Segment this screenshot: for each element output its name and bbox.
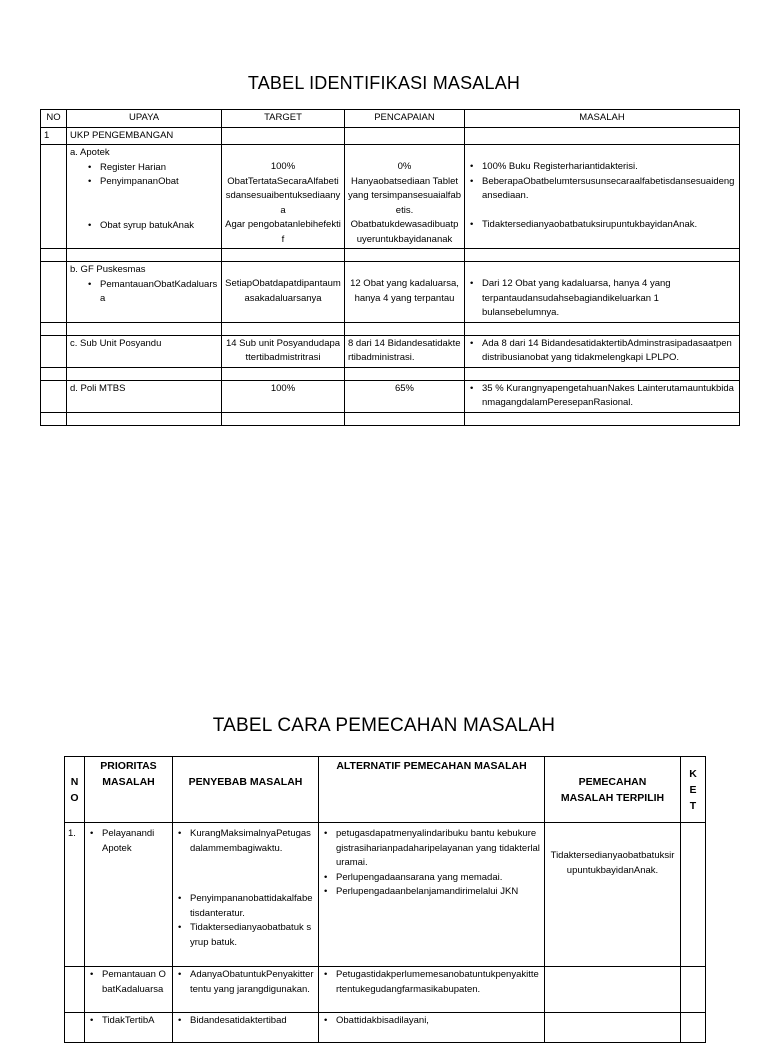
- masalah-item: • 100% Buku Registerhariantidakterisi.: [468, 160, 736, 175]
- header-prioritas: PRIORITAS MASALAH: [85, 757, 173, 823]
- table2-title: TABEL CARA PEMECAHAN MASALAH: [212, 715, 556, 736]
- list-item: • PenyimpananObat: [86, 175, 218, 190]
- list-item: • Obat syrup batukAnak: [86, 219, 218, 234]
- masalah-item: • BeberapaObatbelumtersusunsecaraalfabetisdansesuaidengansediaan.: [468, 175, 736, 204]
- header-upaya: UPAYA: [67, 110, 222, 128]
- list-item: • Register Harian: [86, 161, 218, 176]
- header-no: NO: [65, 757, 85, 823]
- apotek-target-pct: 100%: [270, 161, 296, 172]
- masalah-item: • Ada 8 dari 14 BidandesatidaktertibAdminstrasipadasaatpendistribusianobat yang tidakmelengkapi LPLPO.: [468, 337, 736, 366]
- header-pencapaian: PENCAPAIAN: [345, 110, 465, 128]
- apotek-pencapaian-desc: Hanyaobatsediaan Tablet yang tersimpansesuaialfabetis.: [348, 175, 462, 216]
- apotek-label: a. Apotek: [70, 147, 110, 158]
- alternatif-item: • Perlupengadaansarana yang memadai.: [322, 871, 541, 886]
- alternatif-item: • Obattidakbisadilayani,: [322, 1014, 541, 1029]
- prioritas-item: • TidakTertibA: [88, 1014, 169, 1029]
- table-row-apotek: [41, 145, 740, 249]
- terpilih-cell: [545, 1013, 681, 1043]
- masalah-item: • TidaktersedianyaobatbatuksirupuntukbayidanAnak.: [468, 218, 736, 233]
- penyebab-item: • Penyimpananobattidakalfabetisdanteratur.: [176, 892, 315, 921]
- header-ket: KET: [681, 757, 706, 823]
- header-alternatif: ALTERNATIF PEMECAHAN MASALAH: [319, 757, 545, 823]
- posyandu-pencapaian: 8 dari 14 Bidandesatidaktertibadministrasi.: [345, 335, 465, 367]
- solution-table: [64, 756, 706, 1043]
- table-row: [65, 967, 706, 1013]
- penyebab-item: • Tidaktersedianyaobatbatuk syrup batuk.: [176, 921, 315, 950]
- alternatif-item: • Petugastidakperlumemesanobatuntukpenyakittertentukegudangfarmasikabupaten.: [322, 968, 541, 997]
- table-header-row: [41, 110, 740, 128]
- table-row: [65, 1013, 706, 1043]
- header-no: NO: [41, 110, 67, 128]
- prioritas-item: • Pelayanandi Apotek: [88, 827, 169, 856]
- mtbs-label: d. Poli MTBS: [67, 380, 222, 412]
- gf-target: SetiapObatdapatdipantaumasakadaluarsanya: [222, 262, 345, 323]
- masalah-item: • 35 % KurangnyapengetahuanNakes LainterutamauntukbidanmagangdalamPeresepanRasional.: [468, 382, 736, 411]
- penyebab-item: • Bidandesatidaktertibad: [176, 1014, 315, 1029]
- header-penyebab: PENYEBAB MASALAH: [173, 757, 319, 823]
- identification-table: [40, 109, 740, 426]
- list-item: • PemantauanObatKadaluarsa: [86, 278, 218, 307]
- penyebab-item: • KurangMaksimalnyaPetugasdalammembagiwaktu.: [176, 827, 315, 856]
- row-no: 1.: [65, 823, 85, 967]
- alternatif-item: • petugasdapatmenyalindaribuku bantu kebukuregistrasiharianpadaharipelayanan yang tidakterlaluramai.: [322, 827, 541, 871]
- masalah-item: • Dari 12 Obat yang kadaluarsa, hanya 4 yang terpantaudansudahsebagiandikeluarkan 1 bulansebelumnya.: [468, 277, 736, 321]
- gf-label: b. GF Puskesmas: [70, 264, 146, 275]
- apotek-pencapaian-note: Obatbatukdewasadibuatpuyeruntukbayidananak: [350, 219, 459, 245]
- header-target: TARGET: [222, 110, 345, 128]
- row-no: [65, 967, 85, 1013]
- mtbs-pencapaian: 65%: [345, 380, 465, 412]
- gf-pencapaian: 12 Obat yang kadaluarsa, hanya 4 yang terpantau: [345, 262, 465, 323]
- terpilih-cell: [545, 967, 681, 1013]
- apotek-pencapaian-pct: 0%: [397, 161, 412, 172]
- table1-title: TABEL IDENTIFIKASI MASALAH: [247, 73, 521, 93]
- penyebab-item: • AdanyaObatuntukPenyakittertentu yang jarangdigunakan.: [176, 968, 315, 997]
- header-masalah: MASALAH: [465, 110, 740, 128]
- table-row: [65, 823, 706, 967]
- prioritas-item: • Pemantauan ObatKadaluarsa: [88, 968, 169, 997]
- table-row-posyandu: [41, 335, 740, 367]
- alternatif-item: • Perlupengadaanbelanjamandirimelalui JKN: [322, 885, 541, 900]
- table-row: [41, 127, 740, 145]
- table-header-row: [65, 757, 706, 823]
- row-no: [65, 1013, 85, 1043]
- apotek-target-note: Agar pengobatanlebihefektif: [225, 219, 341, 245]
- section-label: UKP PENGEMBANGAN: [67, 127, 222, 145]
- mtbs-target: 100%: [222, 380, 345, 412]
- posyandu-label: c. Sub Unit Posyandu: [67, 335, 222, 367]
- table-row-mtbs: [41, 380, 740, 412]
- posyandu-target: 14 Sub unit Posyandudapattertibadmistritrasi: [222, 335, 345, 367]
- apotek-target-desc: ObatTertataSecaraAlfabetisdansesuaibentuksediaanya: [225, 175, 341, 216]
- table-row-gf: [41, 262, 740, 323]
- terpilih-cell: TidaktersedianyaobatbatuksirupuntukbayidanAnak.: [545, 823, 681, 967]
- section-no: 1: [41, 127, 67, 145]
- header-terpilih: PEMECAHAN MASALAH TERPILIH: [545, 757, 681, 823]
